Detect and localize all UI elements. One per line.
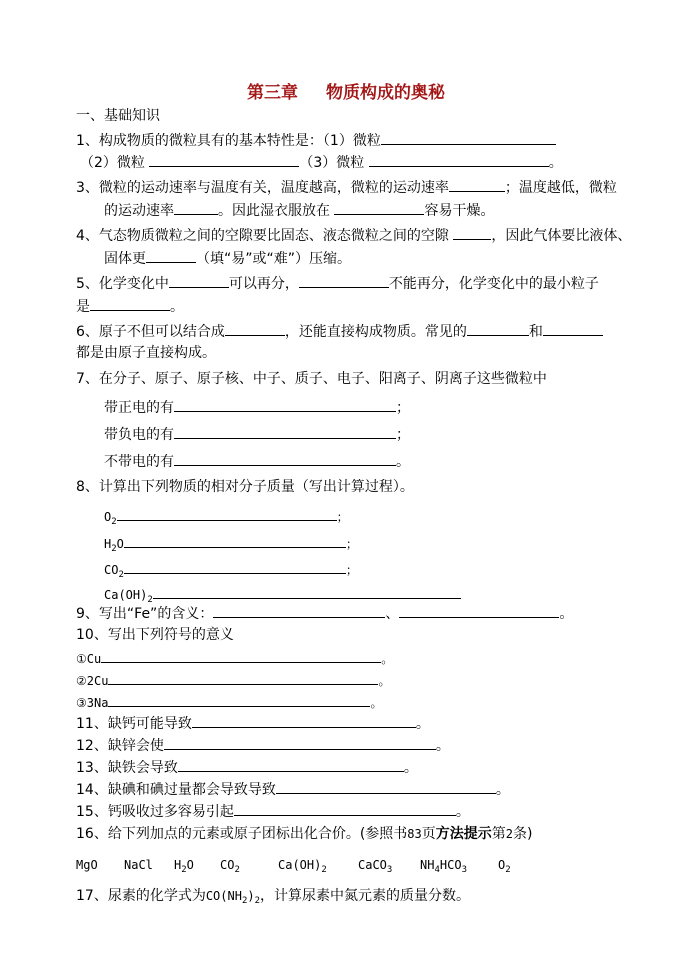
answer-blank[interactable] (381, 130, 556, 145)
question-8-co2: $CO_2$ ； (104, 559, 358, 579)
answer-blank[interactable] (449, 177, 505, 192)
answer-blank[interactable] (234, 801, 456, 816)
question-5-cont: 是 。 (76, 296, 184, 316)
question-7: 7、在分子、原子、原子核、中子、质子、电子、阳离子、阴离子这些微粒中 (76, 371, 547, 387)
formula-nh4hco3: $NH_4HCO_3$ (420, 858, 467, 875)
question-1: 1、构成物质的微粒具有的基本特性是：（1）微粒 (76, 130, 556, 150)
question-10-item-3: ③3Na 。 (76, 692, 382, 712)
formula-caco3: CaCO$_3$ (358, 858, 393, 875)
question-10-item-2: ②2Cu 。 (76, 670, 390, 690)
question-15: 15、钙吸收过多容易引起 。 (76, 801, 470, 821)
question-8-h2o: $H_2O$ ； (104, 533, 358, 553)
question-8-o2: $O_2$ ； (104, 506, 349, 526)
answer-blank[interactable] (146, 248, 196, 263)
answer-blank[interactable] (225, 321, 285, 336)
question-6-cont: 都是由原子直接构成。 (76, 345, 216, 361)
answer-blank[interactable] (453, 225, 491, 240)
question-13: 13、缺铁会导致 。 (76, 757, 418, 777)
answer-blank[interactable] (108, 692, 370, 707)
question-11: 11、缺钙可能导致 。 (76, 713, 430, 733)
answer-blank[interactable] (334, 200, 424, 215)
question-10-item-1: ①Cu 。 (76, 648, 393, 668)
answer-blank[interactable] (101, 648, 381, 663)
question-12: 12、缺锌会使 。 (76, 735, 450, 755)
question-5: 5、化学变化中 可以再分， 不能再分，化学变化中的最小粒子 (76, 273, 599, 293)
answer-blank[interactable] (153, 584, 461, 599)
formula-nacl: NaCl (124, 858, 153, 872)
answer-blank[interactable] (124, 559, 346, 574)
section-heading: 一、基础知识 (76, 108, 160, 124)
question-1-cont: （2）微粒 （3）微粒 。 (80, 152, 563, 172)
question-8: 8、计算出下列物质的相对分子质量（写出计算过程）。 (76, 479, 414, 495)
answer-blank[interactable] (213, 603, 385, 618)
formula-co2: $CO_2$ (220, 858, 240, 875)
formula-mgo: MgO (76, 858, 98, 872)
answer-blank[interactable] (174, 397, 396, 412)
question-8-caoh2: $Ca(OH)_2$ (104, 584, 461, 604)
answer-blank[interactable] (149, 152, 299, 167)
answer-blank[interactable] (276, 779, 496, 794)
question-10: 10、写出下列符号的意义 (76, 627, 234, 643)
answer-blank[interactable] (399, 603, 559, 618)
page-title: 第三章 物质构成的奥秘 (247, 83, 445, 103)
answer-blank[interactable] (117, 506, 337, 521)
question-16: 16、给下列加点的元素或原子团标出化合价。(参照书83页方法提示第2条) (76, 826, 533, 842)
answer-blank[interactable] (543, 321, 603, 336)
answer-blank[interactable] (299, 273, 389, 288)
formula-caoh2: $Ca(OH)_2$ (278, 858, 327, 875)
question-3: 3、微粒的运动速率与温度有关，温度越高，微粒的运动速率 ；温度越低，微粒 (76, 177, 617, 197)
question-4: 4、气态物质微粒之间的空隙要比固态、液态微粒之间的空隙 ，因此气体要比液体、 (76, 225, 631, 245)
answer-blank[interactable] (164, 735, 436, 750)
answer-blank[interactable] (192, 713, 416, 728)
answer-blank[interactable] (90, 296, 170, 311)
question-17: 17、尿素的化学式为$CO(NH_2)_2$，计算尿素中氮元素的质量分数。 (76, 888, 471, 906)
answer-blank[interactable] (174, 424, 396, 439)
question-4-cont: 固体更 （填“易”或“难”）压缩。 (104, 248, 351, 268)
answer-blank[interactable] (369, 152, 549, 167)
answer-blank[interactable] (174, 451, 396, 466)
answer-blank[interactable] (169, 273, 229, 288)
question-6: 6、原子不但可以结合成 ，还能直接构成物质。常见的 和 (76, 321, 603, 341)
answer-blank[interactable] (174, 200, 218, 215)
question-3-cont: 的运动速率 。因此湿衣服放在 容易干燥。 (104, 200, 494, 220)
formula-o2: $O_2$ (498, 858, 511, 875)
question-14: 14、缺碘和碘过量都会导致导致 。 (76, 779, 510, 799)
question-9: 9、写出“Fe”的含义： 、 。 (76, 603, 573, 623)
question-7-neutral: 不带电的有 。 (104, 451, 410, 471)
answer-blank[interactable] (178, 757, 404, 772)
answer-blank[interactable] (108, 670, 378, 685)
answer-blank[interactable] (467, 321, 529, 336)
question-7-negative: 带负电的有 ； (104, 424, 410, 444)
answer-blank[interactable] (124, 533, 346, 548)
question-7-positive: 带正电的有 ； (104, 397, 410, 417)
formula-h2o: $H_2O$ (174, 858, 194, 875)
